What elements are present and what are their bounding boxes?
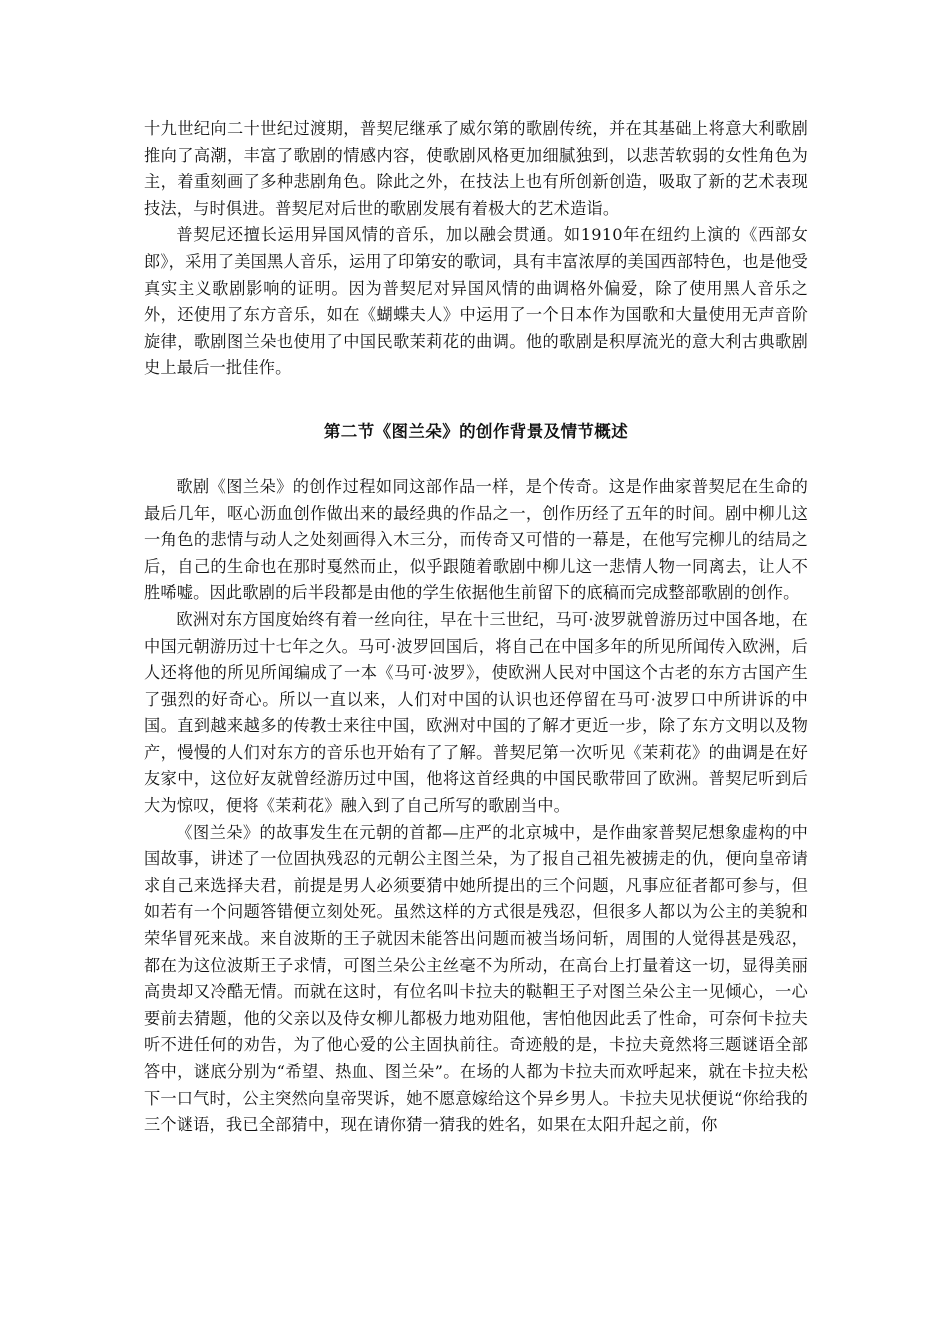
section-paragraph-1: 歌剧《图兰朵》的创作过程如同这部作品一样，是个传奇。这是作曲家普契尼在生命的最后几年，呕心沥血创作做出来的最经典的作品之一，创作历经了五年的时间。剧中柳儿这一角色的悲情与动人之处刻画得入木三分，而传奇又可惜的一幕是，在他写完柳儿的结局之后，自己的生命也在那时戛然而止，似乎跟随着歌剧中柳儿这一悲情人物一同离去，让人不胜唏嘘。因此歌剧的后半段都是由他的学生依据他生前留下的底稿而完成整部歌剧的创作。 [144,476,808,603]
section-paragraph-3: 《图兰朵》的故事发生在元朝的首都—庄严的北京城中，是作曲家普契尼想象虚构的中国故事，讲述了一位固执残忍的元朝公主图兰朵，为了报自己祖先被掳走的仇，便向皇帝请求自己来选择夫君，前提是男人必须要猜中她所提出的三个问题，凡事应征者都可参与，但如若有一个问题答错便立刻处死。虽然这样的方式很是残忍，但很多人都以为公主的美貌和荣华冒死来战。来自波斯的王子就因未能答出问题而被当场问斩，周围的人觉得甚是残忍，都在为这位波斯王子求情，可图兰朵公主丝毫不为所动，在高台上打量着这一切，显得美丽高贵却又冷酷无情。而就在这时，有位名叫卡拉夫的鞑靼王子对图兰朵公主一见倾心，一心要前去猜题，他的父亲以及侍女柳儿都极力地劝阻他，害怕他因此丢了性命，可奈何卡拉夫听不进任何的劝告，为了他心爱的公主固执前往。奇迹般的是，卡拉夫竟然将三题谜语全部答中，谜底分别为“希望、热血、图兰朵”。在场的人都为卡拉夫而欢呼起来，就在卡拉夫松下一口气时，公主突然向皇帝哭诉，她不愿意嫁给这个异乡男人。卡拉夫见状便说“你给我的三个谜语，我已全部猜中，现在请你猜一猜我的姓名，如果在太阳升起之前，你 [144,822,808,1135]
section-title: 第二节《图兰朵》的创作背景及情节概述 [323,421,629,441]
section-paragraph-2: 欧洲对东方国度始终有着一丝向往，早在十三世纪，马可·波罗就曾游历过中国各地，在中国元朝游历过十七年之久。马可·波罗回国后，将自己在中国多年的所见所闻传入欧洲，后人还将他的所见所闻编成了一本《马可·波罗》，使欧洲人民对中国这个古老的东方古国产生了强烈的好奇心。所以一直以来，人们对中国的认识也还停留在马可·波罗口中所讲诉的中国。直到越来越多的传教士来往中国，欧洲对中国的了解才更近一步，除了东方文明以及物产，慢慢的人们对东方的音乐也开始有了了解。普契尼第一次听见《茉莉花》的曲调是在好友家中，这位好友就曾经游历过中国，他将这首经典的中国民歌带回了欧洲。普契尼听到后大为惊叹，便将《茉莉花》融入到了自己所写的歌剧当中。 [144,609,808,816]
document-page [144,116,808,1139]
intro-paragraph-2: 普契尼还擅长运用异国风情的音乐，加以融会贯通。如1910年在纽约上演的《西部女郎》，采用了美国黑人音乐，运用了印第安的歌词，具有丰富浓厚的美国西部特色，也是他受真实主义歌剧影响的证明。因为普契尼对异国风情的曲调格外偏爱，除了使用黑人音乐之外，还使用了东方音乐，如在《蝴蝶夫人》中运用了一个日本作为国歌和大量使用无声音阶旋律，歌剧图兰朵也使用了中国民歌茉莉花的曲调。他的歌剧是积厚流光的意大利古典歌剧史上最后一批佳作。 [144,225,808,378]
intro-paragraph-1: 十九世纪向二十世纪过渡期，普契尼继承了威尔第的歌剧传统，并在其基础上将意大利歌剧推向了高潮，丰富了歌剧的情感内容，使歌剧风格更加细腻独到，以悲苦软弱的女性角色为主，着重刻画了多种悲剧角色。除此之外，在技法上也有所创新创造，吸取了新的艺术表现技法，与时俱进。普契尼对后世的歌剧发展有着极大的艺术造诣。 [144,119,808,218]
